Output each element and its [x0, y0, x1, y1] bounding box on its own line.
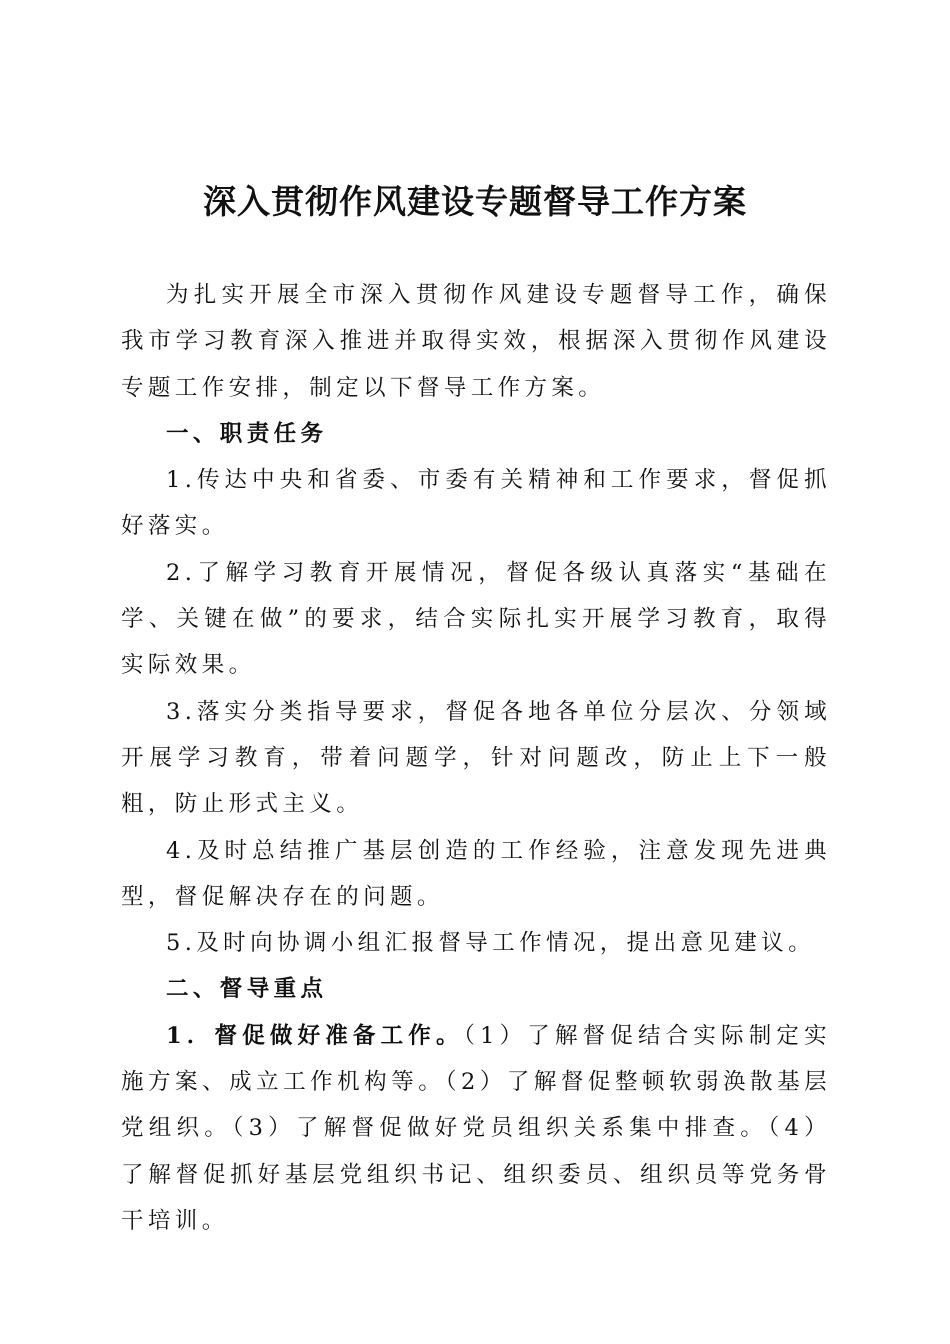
section-heading-supervision-focus: 二、督导重点 — [166, 976, 328, 1003]
document-body — [121, 272, 831, 1244]
responsibility-item-3: 3.落实分类指导要求，督促各地各单位分层次、分领域开展学习教育，带着问题学，针对问题改，防止上下一般粗，防止形式主义。 — [121, 698, 831, 818]
responsibility-item-2: 2.了解学习教育开展情况，督促各级认真落实“基础在学、关键在做”的要求，结合实际扎实开展学习教育，取得实际效果。 — [121, 559, 831, 679]
supervision-item-1 — [121, 1013, 831, 1244]
document-title: 深入贯彻作风建设专题督导工作方案 — [203, 182, 747, 221]
intro-paragraph: 为扎实开展全市深入贯彻作风建设专题督导工作，确保我市学习教育深入推进并取得实效，根据深入贯彻作风建设专题工作安排，制定以下督导工作方案。 — [121, 282, 831, 401]
responsibility-item-5: 5.及时向协调小组汇报督导工作情况，提出意见建议。 — [166, 930, 815, 957]
responsibility-item-1: 1.传达中央和省委、市委有关精神和工作要求，督促抓好落实。 — [121, 467, 831, 540]
section-heading-responsibilities: 一、职责任务 — [166, 420, 328, 447]
supervision-item-1-text: （1）了解督促结合实际制定实施方案、成立工作机构等。（2）了解督促整顿软弱涣散基层党组织。（3）了解督促做好党员组织关系集中排查。（4）了解督促抓好基层党组织书记、组织委员、组织员等党务骨干培训。 — [121, 1022, 832, 1234]
responsibility-item-4: 4.及时总结推广基层创造的工作经验，注意发现先进典型，督促解决存在的问题。 — [121, 837, 831, 910]
supervision-item-1-lead: 1．督促做好准备工作。 — [166, 1022, 464, 1049]
